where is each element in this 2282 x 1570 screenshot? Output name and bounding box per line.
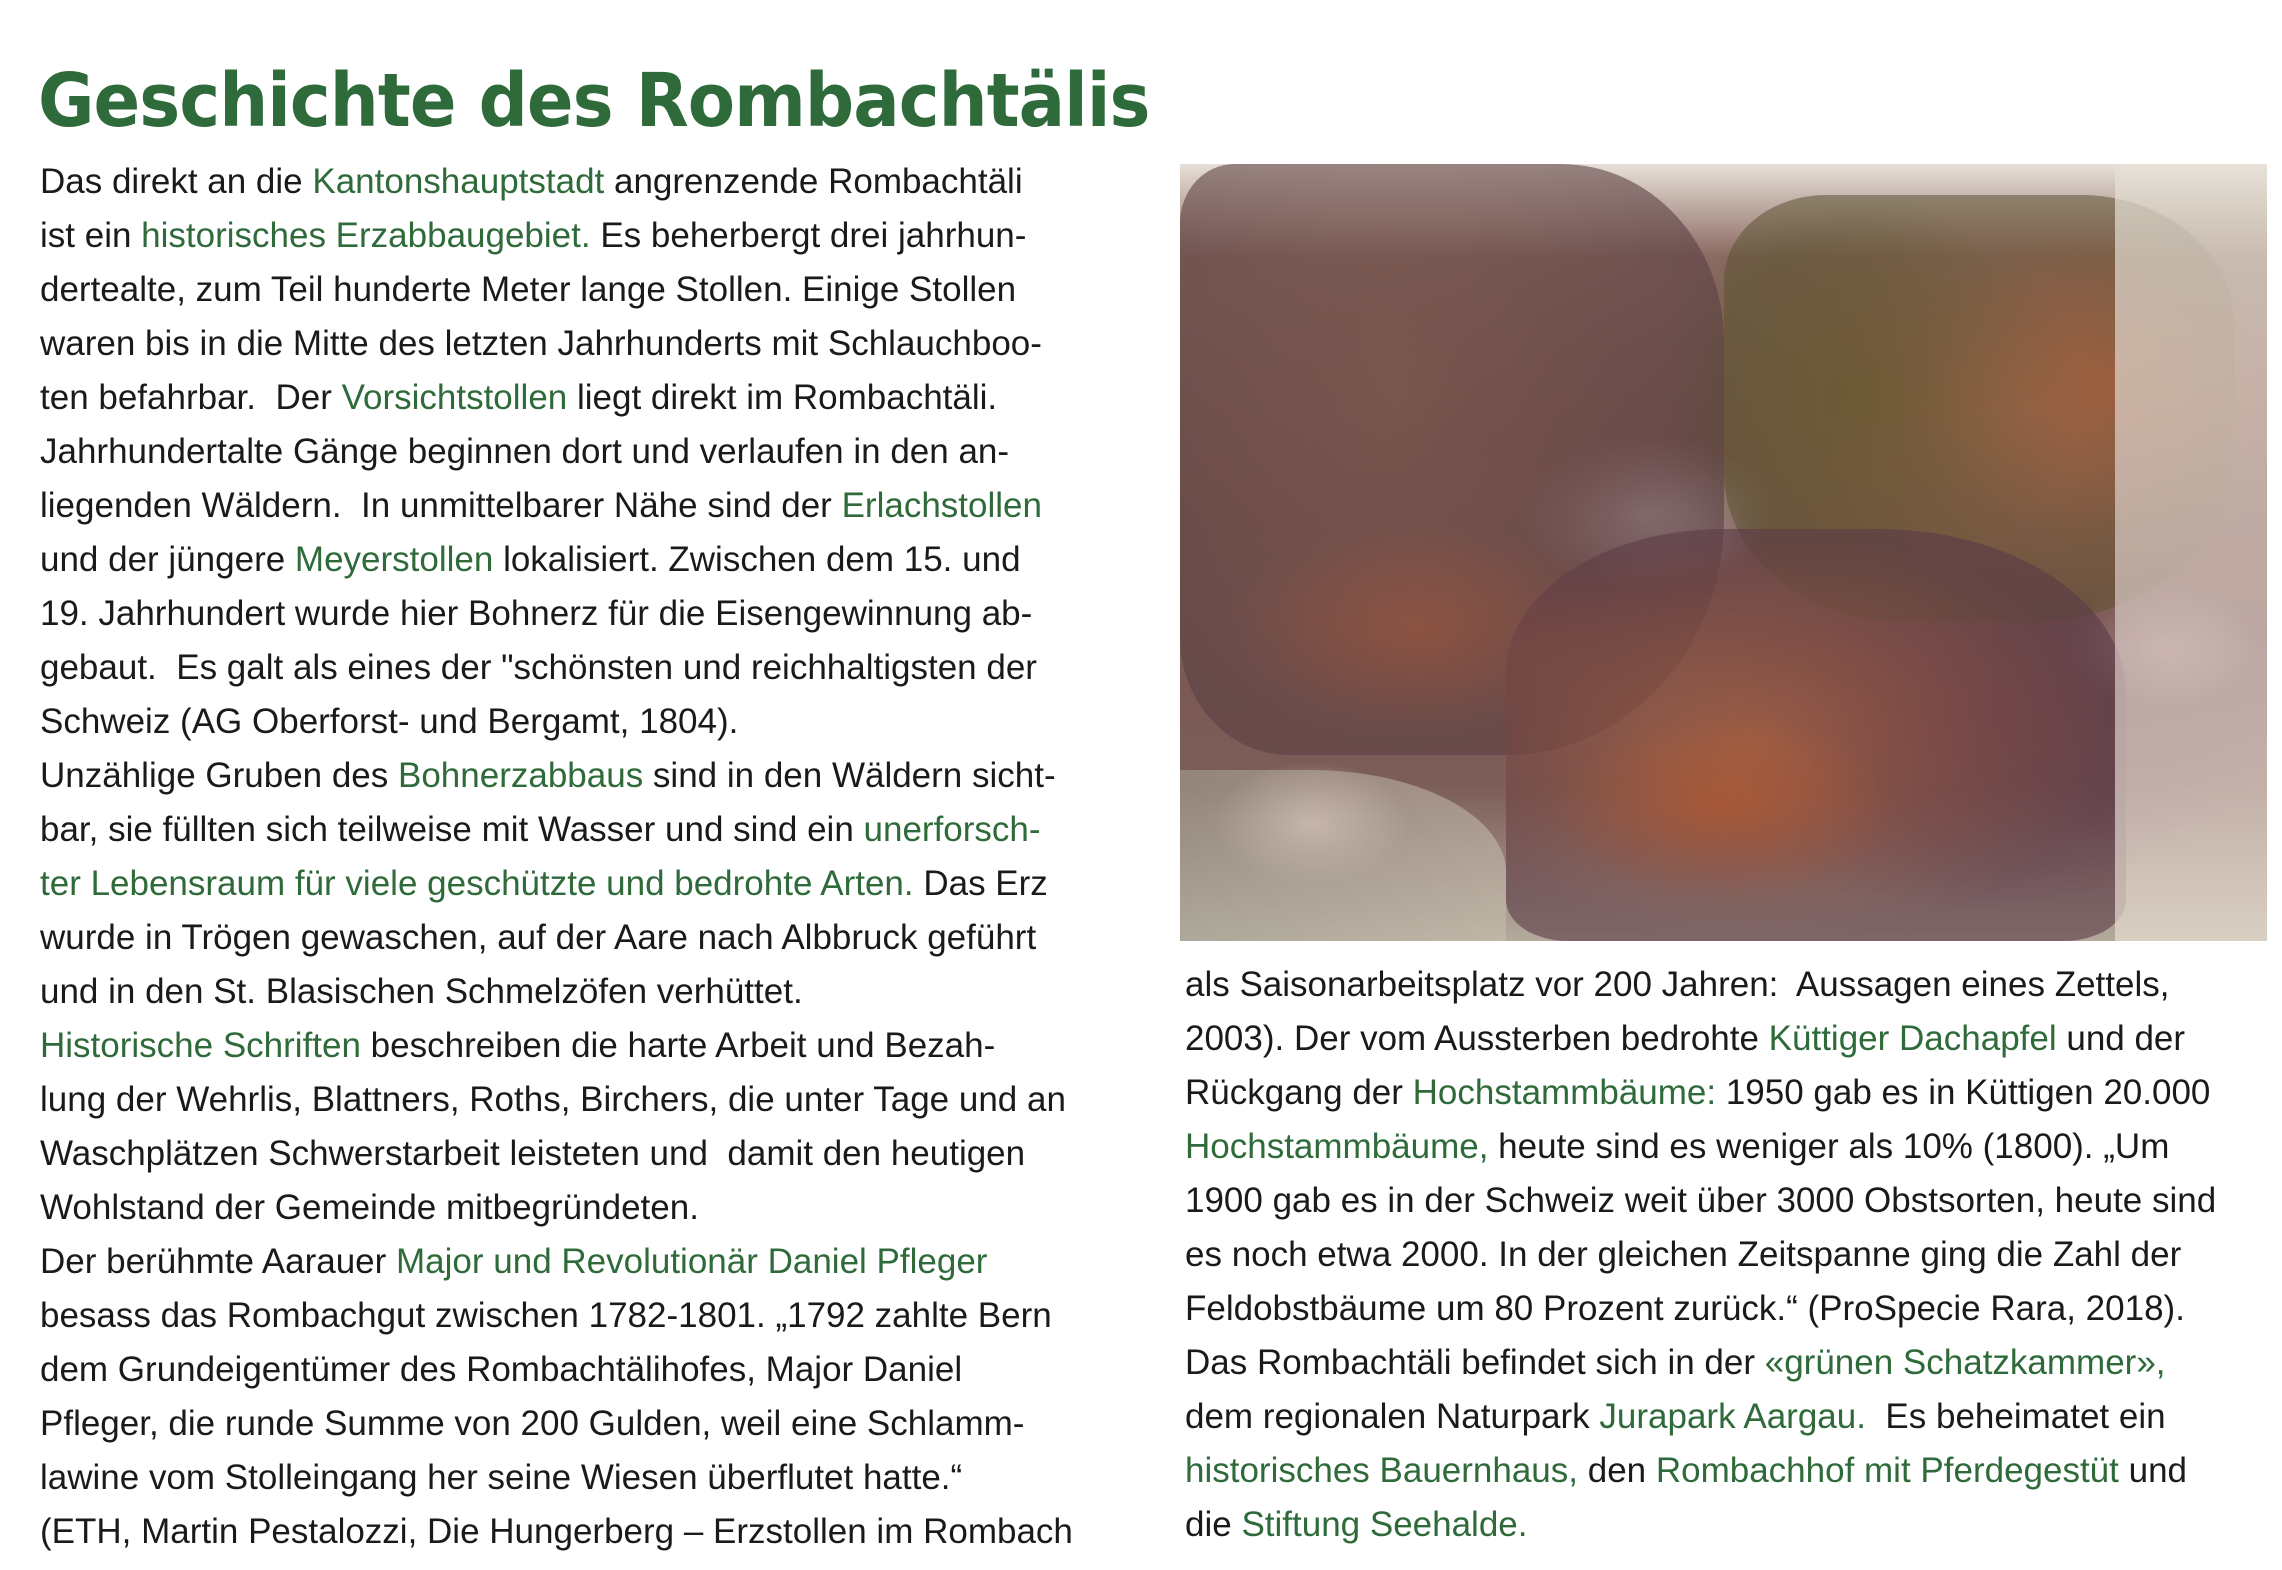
body-text: dem regionalen Naturpark	[1185, 1397, 1600, 1436]
text-line	[40, 371, 1140, 425]
text-line	[1185, 1012, 2275, 1066]
body-text: bar, sie füllten sich teilweise mit Wasser und sind ein	[40, 810, 864, 849]
text-line	[40, 1019, 1140, 1073]
body-text: besass das Rombachgut zwischen 1782-1801. „1792 zahlte Bern	[40, 1296, 1052, 1335]
ore-photo	[1180, 164, 2267, 941]
body-text: und	[2118, 1451, 2187, 1490]
body-text: angrenzende Rombachtäli	[604, 162, 1023, 201]
highlighted-term[interactable]: «grünen Schatzkammer»,	[1764, 1343, 2166, 1382]
body-text: dem Grundeigentümer des Rombachtälihofes, Major Daniel	[40, 1350, 963, 1389]
body-text: die	[1185, 1505, 1242, 1544]
highlighted-term[interactable]: Erlachstollen	[841, 486, 1042, 525]
text-line	[1185, 1444, 2275, 1498]
body-text: sind in den Wäldern sicht-	[643, 756, 1056, 795]
body-text: Das Erz	[913, 864, 1048, 903]
highlighted-term[interactable]: Historische Schriften	[40, 1026, 361, 1065]
text-line	[40, 533, 1140, 587]
text-line	[40, 803, 1140, 857]
body-text: Waschplätzen Schwerstarbeit leisteten und damit den heutigen	[40, 1134, 1026, 1173]
body-text: Es beheimatet ein	[1865, 1397, 2166, 1436]
highlighted-term[interactable]: Hochstammbäume:	[1412, 1073, 1717, 1112]
body-text: und der	[2056, 1019, 2186, 1058]
highlighted-term[interactable]: Major und Revolutionär Daniel Pfleger	[396, 1242, 988, 1281]
text-line	[40, 1397, 1140, 1451]
highlighted-term[interactable]: Hochstammbäume,	[1185, 1127, 1489, 1166]
highlighted-term[interactable]: unerforsch-	[863, 810, 1041, 849]
highlighted-term[interactable]: Kantonshauptstadt	[312, 162, 605, 201]
body-text: ten befahrbar. Der	[40, 378, 342, 417]
text-line	[1185, 1498, 2275, 1552]
body-text: es noch etwa 2000. In der gleichen Zeitspanne ging die Zahl der	[1185, 1235, 2182, 1274]
body-text: 2003). Der vom Aussterben bedrohte	[1185, 1019, 1769, 1058]
highlighted-term[interactable]: Meyerstollen	[294, 540, 494, 579]
body-text: liegt direkt im Rombachtäli.	[567, 378, 998, 417]
right-text-column	[1185, 958, 2275, 1552]
body-text: 19. Jahrhundert wurde hier Bohnerz für die Eisengewinnung ab-	[40, 594, 1033, 633]
body-text: Das Rombachtäli befindet sich in der	[1185, 1343, 1765, 1382]
text-line	[40, 1289, 1140, 1343]
body-text: wurde in Trögen gewaschen, auf der Aare nach Albbruck geführt	[40, 918, 1037, 957]
body-text: Unzählige Gruben des	[40, 756, 398, 795]
text-line	[40, 317, 1140, 371]
text-line	[40, 155, 1140, 209]
text-line	[40, 911, 1140, 965]
text-line	[1185, 958, 2275, 1012]
body-text: (ETH, Martin Pestalozzi, Die Hungerberg – Erzstollen im Rombach	[40, 1512, 1073, 1551]
highlighted-term[interactable]: Jurapark Aargau.	[1599, 1397, 1866, 1436]
text-line	[1185, 1066, 2275, 1120]
highlighted-term[interactable]: historisches Bauernhaus,	[1185, 1451, 1578, 1490]
body-text: Es beherbergt drei jahrhun-	[590, 216, 1027, 255]
highlighted-term[interactable]: Bohnerzabbaus	[398, 756, 644, 795]
body-text: lung der Wehrlis, Blattners, Roths, Birchers, die unter Tage und an	[40, 1080, 1066, 1119]
photo-blurred-background	[2115, 164, 2267, 941]
page-title: Geschichte des Rombachtälis	[38, 57, 1150, 144]
text-line	[40, 1181, 1140, 1235]
body-text: Das direkt an die	[40, 162, 313, 201]
body-text: Jahrhundertalte Gänge beginnen dort und verlaufen in den an-	[40, 432, 1010, 471]
text-line	[40, 587, 1140, 641]
body-text: waren bis in die Mitte des letzten Jahrhunderts mit Schlauchboo-	[40, 324, 1042, 363]
body-text: 1950 gab es in Küttigen 20.000	[1716, 1073, 2211, 1112]
text-line	[1185, 1390, 2275, 1444]
highlighted-term[interactable]: Rombachhof mit Pferdegestüt	[1655, 1451, 2119, 1490]
body-text: und der jüngere	[40, 540, 295, 579]
body-text: Pfleger, die runde Summe von 200 Gulden, weil eine Schlamm-	[40, 1404, 1025, 1443]
body-text: 1900 gab es in der Schweiz weit über 3000 Obstsorten, heute sind	[1185, 1181, 2217, 1220]
text-line	[40, 1343, 1140, 1397]
body-text: und in den St. Blasischen Schmelzöfen verhüttet.	[40, 972, 803, 1011]
body-text: heute sind es weniger als 10% (1800). „Um	[1488, 1127, 2170, 1166]
text-line	[1185, 1228, 2275, 1282]
text-line	[40, 263, 1140, 317]
text-line	[40, 425, 1140, 479]
body-text: dertealte, zum Teil hunderte Meter lange Stollen. Einige Stollen	[40, 270, 1017, 309]
text-line	[1185, 1120, 2275, 1174]
text-line	[40, 1235, 1140, 1289]
text-line	[1185, 1336, 2275, 1390]
body-text: Wohlstand der Gemeinde mitbegründeten.	[40, 1188, 699, 1227]
body-text: lokalisiert. Zwischen dem 15. und	[493, 540, 1021, 579]
highlighted-term[interactable]: ter Lebensraum für viele geschützte und bedrohte Arten.	[40, 864, 914, 903]
body-text: ist ein	[40, 216, 142, 255]
body-text: als Saisonarbeitsplatz vor 200 Jahren: Aussagen eines Zettels,	[1185, 965, 2170, 1004]
highlighted-term[interactable]: Küttiger Dachapfel	[1768, 1019, 2057, 1058]
body-text: Rückgang der	[1185, 1073, 1413, 1112]
body-text: beschreiben die harte Arbeit und Bezah-	[360, 1026, 996, 1065]
text-line	[40, 1505, 1140, 1559]
text-line	[40, 641, 1140, 695]
body-text: den	[1578, 1451, 1656, 1490]
left-text-column	[40, 155, 1140, 1559]
text-line	[40, 1073, 1140, 1127]
body-text: lawine vom Stolleingang her seine Wiesen überflutet hatte.“	[40, 1458, 963, 1497]
text-line	[1185, 1174, 2275, 1228]
body-text: Feldobstbäume um 80 Prozent zurück.“ (ProSpecie Rara, 2018).	[1185, 1289, 2185, 1328]
text-line	[40, 479, 1140, 533]
body-text: liegenden Wäldern. In unmittelbarer Nähe sind der	[40, 486, 842, 525]
body-text: Der berühmte Aarauer	[40, 1242, 397, 1281]
body-text: Schweiz (AG Oberforst- und Bergamt, 1804).	[40, 702, 739, 741]
text-line	[40, 965, 1140, 1019]
text-line	[40, 1127, 1140, 1181]
text-line	[40, 695, 1140, 749]
highlighted-term[interactable]: historisches Erzabbaugebiet.	[141, 216, 591, 255]
body-text: gebaut. Es galt als eines der "schönsten und reichhaltigsten der	[40, 648, 1037, 687]
photo-ground-background	[1180, 770, 1506, 941]
highlighted-term[interactable]: Stiftung Seehalde.	[1241, 1505, 1528, 1544]
text-line	[40, 857, 1140, 911]
text-line	[40, 1451, 1140, 1505]
ore-rock-lower	[1506, 529, 2126, 941]
highlighted-term[interactable]: Vorsichtstollen	[341, 378, 568, 417]
text-line	[40, 749, 1140, 803]
text-line	[40, 209, 1140, 263]
text-line	[1185, 1282, 2275, 1336]
